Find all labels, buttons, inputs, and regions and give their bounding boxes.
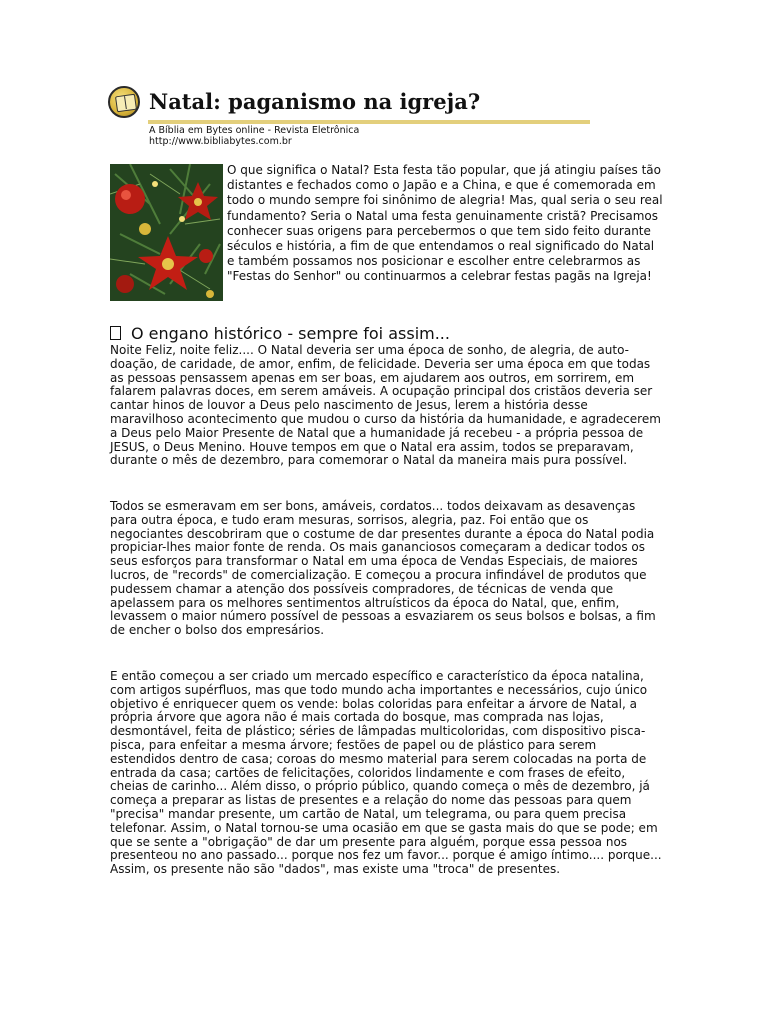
open-book-icon [115,94,137,113]
body-paragraph: Todos se esmeravam em ser bons, amáveis, cordatos... todos deixavam as desavenças para outra época, e tudo eram mesuras, sorrisos, alegria, paz. Foi então que os negociantes descobriram que o costume de dar presentes durante a época do Natal podia propiciar-lhes maior fonte de renda. Os mais gananciosos começaram a dedicar todos os seus esforços para transformar o Natal em uma época de Vendas Especiais, de maiores lucros, de "records" de comercialização. E começou a procura infindável de produtos que pudessem chamar a atenção dos possíveis compradores, de técnicas de venda que apelassem para os melhores sentimentos altruísticos da época do Natal, que, enfim, levassem o maior número possível de pessoas a esvaziarem os seus bolsos e bolsas, a fim de encher o bolso dos empresários. [110,499,656,638]
intro-paragraph: O que significa o Natal? Esta festa tão popular, que já atingiu países tão distantes e fechados como o Japão e a China, e que é comemorada em todo o mundo sempre foi sinônimo de alegria! Mas, qual seria o seu real fundamento? Seria o Natal uma festa genuinamente cristã? Precisamos conhecer suas origens para percebermos o que tem sido feito durante séculos e história, a fim de que entendamos o real significado do Natal e também possamos nos posicionar e escolher entre celebrarmos as "Festas do Senhor" ou continuarmos a celebrar festas pagãs na Igreja! [227,163,663,284]
section-heading [110,324,450,343]
body-paragraph: Noite Feliz, noite feliz.... O Natal deveria ser uma época de sonho, de alegria, de auto-doação, de caridade, de amor, enfim, de felicidade. Deveria ser uma época em que todas as pessoas pensassem apenas em ser boas, em ajudarem aos outros, em sorrirem, em falarem palavras doces, em serem amáveis. A ocupação principal dos cristãos deveria ser cantar hinos de louvor a Deus pelo nascimento de Jesus, lerem a história desse maravilhoso acontecimento que mudou o curso da história da humanidade, e agradecerem a Deus pelo Maior Presente de Natal que a humanidade já recebeu - a própria pessoa de JESUS, o Deus Menino. Houve tempos em que o Natal era assim, todos se preparavam, durante o mês de dezembro, para comemorar o Natal da maneira mais pura possível. [110,343,661,468]
title-underline [148,120,590,124]
bible-logo-icon [108,86,140,118]
source-publication: A Bíblia em Bytes online - Revista Eletrônica [149,125,360,136]
christmas-decoration-image [110,164,223,301]
section-heading-text: O engano histórico - sempre foi assim... [131,324,450,343]
page-title: Natal: paganismo na igreja? [149,89,481,114]
source-url: http://www.bibliabytes.com.br [149,136,292,147]
bullet-icon [110,326,121,340]
body-paragraph: E então começou a ser criado um mercado específico e característico da época natalina, com artigos supérfluos, mas que todo mundo acha importantes e necessários, cujo único objetivo é enriquecer quem os vende: bolas coloridas para enfeitar a árvore de Natal, a própria árvore que agora não é mais cortada do bosque, mas comprada nas lojas, desmontável, feita de plástico; séries de lâmpadas multicoloridas, com dispositivo pisca-pisca, para enfeitar a mesma árvore; festões de papel ou de plástico para serem estendidos dentro de casa; coroas do mesmo material para serem colocadas na porta de entrada da casa; cartões de felicitações, coloridos lindamente e com frases de efeito, cheias de carinho... Além disso, o próprio público, quando começa o mês de dezembro, já começa a preparar as listas de presentes e a relação do nome das pessoas para quem "precisa" mandar presente, um cartão de Natal, um telegrama, ou para quem precisa telefonar. Assim, o Natal tornou-se uma ocasião em que se gasta mais do que se pode; em que se sente a "obrigação" de dar um presente para alguém, porque essa pessoa nos presenteou no ano passado... porque nos fez um favor... porque é amigo íntimo.... porque... Assim, os presente não são "dados", mas existe uma "troca" de presentes. [110,669,662,877]
source-info [149,125,359,147]
christmas-decoration-illustration [110,164,223,301]
